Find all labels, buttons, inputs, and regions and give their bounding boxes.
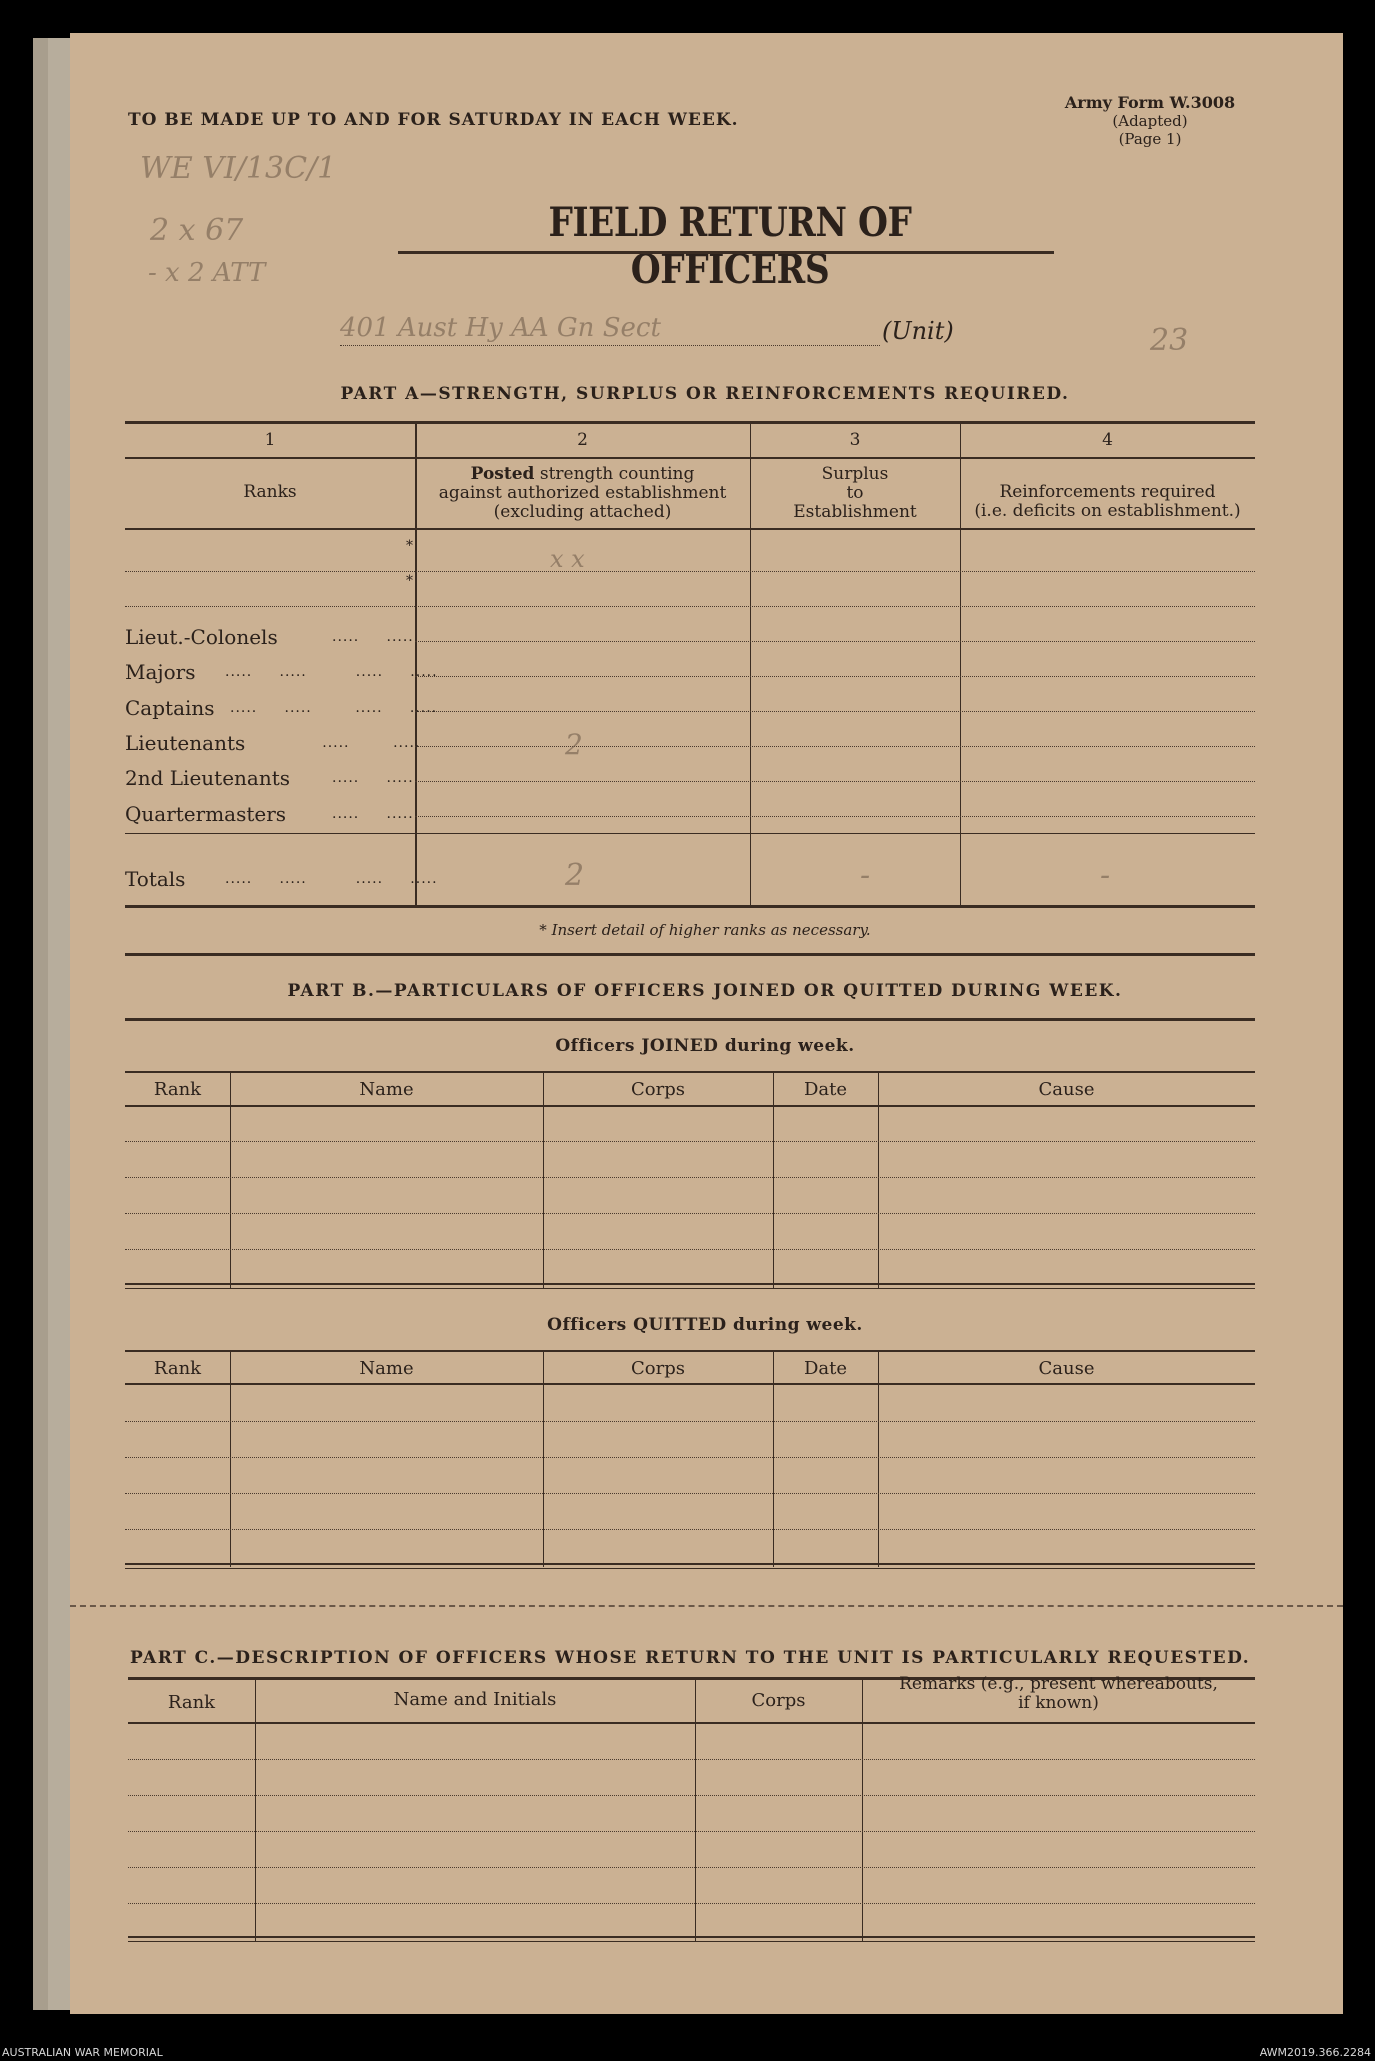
posted-label-line2: against authorized establishment (438, 483, 727, 503)
totals-label: Totals (125, 867, 186, 891)
quitted-bottom-rule-double (125, 1568, 1255, 1569)
quitted-col-divider (773, 1352, 774, 1567)
unit-label: (Unit) (882, 317, 954, 345)
joined-col-divider (773, 1073, 774, 1288)
handwritten-posted-star: x x (550, 545, 585, 573)
handwritten-strength: 2 x 67 (150, 213, 244, 248)
part-a-bottom-rule (125, 905, 1255, 908)
quitted-row-line (125, 1457, 1255, 1458)
quitted-row-line (125, 1421, 1255, 1422)
quitted-col-divider (230, 1352, 231, 1567)
col-number-2: 2 (577, 430, 588, 450)
joined-col-date: Date (803, 1079, 848, 1100)
form-adapted: (Adapted) (1112, 112, 1188, 130)
reinforcements-label-line2: (i.e. deficits on establishment.) (974, 501, 1241, 521)
remarks-label-line1: Remarks (e.g., present whereabouts, (899, 1674, 1218, 1694)
joined-row-line (125, 1213, 1255, 1214)
handwritten-posted-totals: 2 (565, 858, 585, 893)
part-c-row-line (128, 1867, 1255, 1868)
part-c-col-divider (255, 1679, 256, 1941)
form-number: Army Form W.3008 (1064, 93, 1236, 112)
handwritten-attached: - x 2 ATT (148, 258, 266, 288)
remarks-label-line2: if known) (1018, 1693, 1099, 1713)
quitted-col-corps: Corps (631, 1358, 685, 1379)
part-c-col-divider (862, 1679, 863, 1941)
rank-captains: Captains (125, 696, 215, 720)
joined-row-line (125, 1249, 1255, 1250)
part-a-row-line (415, 641, 1255, 642)
handwritten-corner-number: 23 (1150, 323, 1189, 358)
col-header-ranks: Ranks (243, 482, 297, 502)
part-a-row-line (415, 711, 1255, 712)
rank-quartermasters: Quartermasters (125, 802, 287, 826)
instruction-text: TO BE MADE UP TO AND FOR SATURDAY IN EACH WEEK. (128, 110, 739, 130)
handwritten-posted-lieutenants: 2 (565, 728, 583, 761)
joined-col-name: Name (359, 1079, 414, 1100)
form-title: FIELD RETURN OF OFFICERS (548, 199, 912, 293)
part-c-bottom-rule-double (128, 1941, 1255, 1942)
joined-row-line (125, 1177, 1255, 1178)
joined-bottom-rule-double (125, 1288, 1255, 1289)
part-a-row-line (415, 816, 1255, 817)
leader-dots: ..... ..... (332, 770, 414, 786)
part-a-row-line (415, 781, 1255, 782)
joined-col-divider (543, 1073, 544, 1288)
star-marker-1: * (406, 538, 413, 554)
col-number-3: 3 (849, 430, 861, 450)
leader-dots: ..... ..... ..... ..... (225, 871, 438, 887)
part-c-col-divider (695, 1679, 696, 1941)
quitted-row-line (125, 1493, 1255, 1494)
joined-col-rank: Rank (153, 1079, 202, 1100)
quitted-top-rule (125, 1350, 1255, 1352)
perforation-line (70, 1605, 1343, 1607)
handwritten-reinforcements-totals: - (1100, 858, 1111, 893)
part-c-col-rank: Rank (167, 1692, 216, 1713)
star-marker-2: * (406, 573, 413, 589)
surplus-label-line2: to (846, 483, 864, 503)
part-a-row-line (415, 676, 1255, 677)
part-a-header-rule (125, 528, 1255, 530)
handwritten-unit: 401 Aust Hy AA Gn Sect (340, 313, 661, 343)
part-c-row-line (128, 1831, 1255, 1832)
quitted-col-rank: Rank (153, 1358, 202, 1379)
part-c-heading: PART C.—DESCRIPTION OF OFFICERS WHOSE RETURN TO THE UNIT IS PARTICULARLY REQUESTED. (130, 1648, 1251, 1668)
rank-lieut-colonels: Lieut.-Colonels (125, 625, 278, 649)
form-page-number: (Page 1) (1118, 130, 1182, 148)
quitted-col-divider (543, 1352, 544, 1567)
rank-lieutenants: Lieutenants (125, 731, 246, 755)
col-number-4: 4 (1102, 430, 1113, 450)
part-c-row-line (128, 1903, 1255, 1904)
joined-col-divider (230, 1073, 231, 1288)
quitted-col-date: Date (803, 1358, 848, 1379)
joined-top-rule (125, 1071, 1255, 1073)
quitted-bottom-rule (125, 1563, 1255, 1565)
unit-fill-line[interactable] (340, 345, 880, 346)
part-c-bottom-rule (128, 1936, 1255, 1938)
leader-dots: ..... ..... (332, 806, 414, 822)
surplus-label-line3: Establishment (793, 502, 917, 522)
part-a-footnote-rule (125, 953, 1255, 956)
joined-col-cause: Cause (1038, 1079, 1095, 1100)
archive-accession-number: AWM2019.366.2284 (1259, 2046, 1371, 2059)
rank-majors: Majors (125, 660, 196, 684)
posted-label-line3: (excluding attached) (493, 502, 672, 522)
handwritten-reference: WE VI/13C/1 (140, 151, 337, 186)
part-c-col-corps: Corps (751, 1690, 806, 1711)
quitted-header-rule (125, 1383, 1255, 1385)
posted-label-line1: strength counting (539, 464, 695, 484)
joined-heading: Officers JOINED during week. (555, 1036, 855, 1056)
part-b-top-rule (125, 1018, 1255, 1021)
part-a-footnote: * Insert detail of higher ranks as necessary. (539, 921, 871, 939)
part-a-top-rule (125, 421, 1255, 424)
col-header-reinforcements (960, 483, 1255, 521)
part-a-row-line (125, 606, 1255, 607)
surplus-label-line1: Surplus (821, 464, 889, 484)
joined-row-line (125, 1141, 1255, 1142)
part-a-totals-rule (125, 833, 1255, 834)
col-header-surplus (750, 465, 960, 522)
archive-credit: AUSTRALIAN WAR MEMORIAL (2, 2046, 163, 2059)
part-c-row-line (128, 1795, 1255, 1796)
leader-dots: ..... ..... (332, 629, 414, 645)
rank-2nd-lieutenants: 2nd Lieutenants (125, 766, 291, 790)
leader-dots: ..... ..... ..... ..... (225, 664, 438, 680)
part-c-col-remarks (862, 1675, 1255, 1713)
part-b-heading: PART B.—PARTICULARS OF OFFICERS JOINED OR QUITTED DURING WEEK. (287, 981, 1123, 1001)
part-a-number-rule (125, 457, 1255, 459)
part-a-row-line (125, 571, 1255, 572)
quitted-col-name: Name (359, 1358, 414, 1379)
handwritten-surplus-totals: - (860, 858, 871, 893)
part-c-header-rule (128, 1722, 1255, 1724)
joined-bottom-rule (125, 1283, 1255, 1285)
col-number-1: 1 (264, 430, 276, 450)
title-underline (398, 251, 1054, 254)
posted-bold-label: Posted (470, 464, 535, 484)
joined-col-corps: Corps (631, 1079, 685, 1100)
quitted-col-cause: Cause (1038, 1358, 1095, 1379)
reinforcements-label-line1: Reinforcements required (999, 482, 1216, 502)
leader-dots: ..... ..... ..... ..... (230, 700, 438, 716)
joined-col-divider (878, 1073, 879, 1288)
leader-dots: ..... ..... (295, 735, 421, 751)
quitted-col-divider (878, 1352, 879, 1567)
quitted-row-line (125, 1529, 1255, 1530)
part-c-col-name: Name and Initials (393, 1689, 557, 1710)
form-page (70, 33, 1343, 2014)
col-header-posted (415, 465, 750, 522)
joined-header-rule (125, 1105, 1255, 1107)
part-a-row-line (415, 746, 1255, 747)
quitted-heading: Officers QUITTED during week. (547, 1315, 863, 1335)
part-a-heading: PART A—STRENGTH, SURPLUS OR REINFORCEMENTS REQUIRED. (340, 384, 1070, 404)
part-c-row-line (128, 1759, 1255, 1760)
